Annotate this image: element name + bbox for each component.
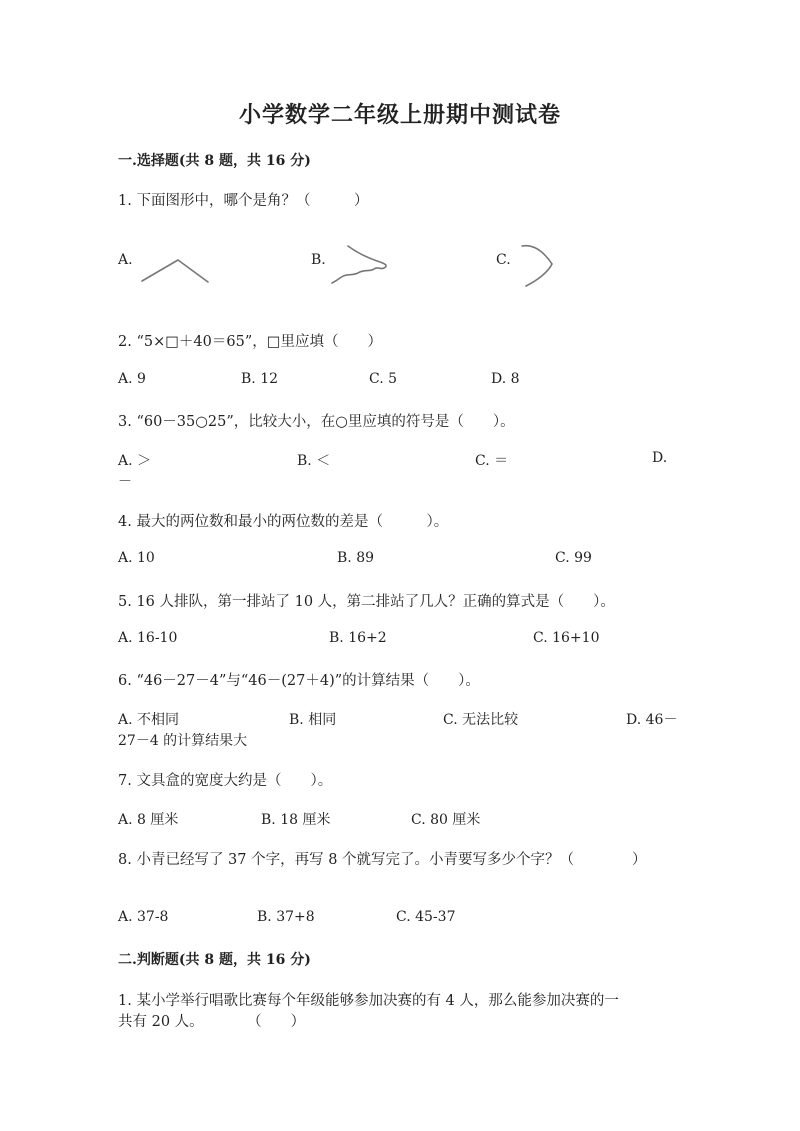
option-b[interactable]: B. ＜ xyxy=(297,453,331,469)
option-b[interactable]: B. 16+2 xyxy=(329,630,387,646)
question-4: 4. 最大的两位数和最小的两位数的差是（ ）。 xyxy=(118,514,449,530)
angle-figure-a xyxy=(138,255,218,287)
section-heading-judge: 二.判断题(共 8 题，共 16 分) xyxy=(118,952,311,968)
option-a[interactable]: A. 10 xyxy=(118,550,155,566)
option-c[interactable]: C. 无法比较 xyxy=(443,712,519,728)
question-1: 1. 下面图形中，哪个是角？（ ） xyxy=(118,193,369,209)
question-8: 8. 小青已经写了 37 个字，再写 8 个就写完了。小青要写多少个字？（ ） xyxy=(118,852,647,868)
option-d[interactable]: D. 8 xyxy=(491,371,520,387)
option-a[interactable]: A. 不相同 xyxy=(118,712,180,728)
option-b[interactable]: B. 18 厘米 xyxy=(261,812,331,828)
option-label[interactable]: A. xyxy=(118,252,133,268)
option-b[interactable]: B. 89 xyxy=(337,550,375,566)
curve-figure-c xyxy=(512,240,562,292)
question-6: 6. “46－27－4”与“46－(27＋4)”的计算结果（ ）。 xyxy=(118,673,480,689)
option-d[interactable]: D. 46－ xyxy=(626,712,678,728)
question-3: 3. “60－35○25”，比较大小，在○里应填的符号是（ ）。 xyxy=(118,414,515,430)
option-a[interactable]: A. ＞ xyxy=(118,453,152,469)
question-2: 2. “5×□＋40＝65”，□里应填（ ） xyxy=(118,334,382,350)
option-a[interactable]: A. 16-10 xyxy=(118,630,178,646)
question-5: 5. 16 人排队，第一排站了 10 人，第二排站了几人？正确的算式是（ ）。 xyxy=(118,594,615,610)
option-c[interactable]: C. 99 xyxy=(555,550,592,566)
option-b[interactable]: B. 相同 xyxy=(289,712,337,728)
option-a[interactable]: A. 37-8 xyxy=(118,909,169,925)
option-d[interactable]: D. xyxy=(652,450,668,466)
option-b[interactable]: B. 12 xyxy=(241,371,279,387)
wavy-figure-b xyxy=(328,242,398,292)
option-d-continued: 27－4 的计算结果大 xyxy=(118,733,248,749)
option-c[interactable]: C. 16+10 xyxy=(533,630,600,646)
judge-question-1: 1. 某小学举行唱歌比赛每个年级能够参加决赛的有 4 人，那么能参加决赛的一 xyxy=(118,993,619,1009)
option-c[interactable]: C. 80 厘米 xyxy=(411,812,481,828)
option-b[interactable]: B. 37+8 xyxy=(257,909,315,925)
option-a[interactable]: A. 9 xyxy=(118,371,146,387)
option-label[interactable]: C. xyxy=(496,252,511,268)
option-c[interactable]: C. 45-37 xyxy=(396,909,456,925)
option-a[interactable]: A. 8 厘米 xyxy=(118,812,179,828)
option-d-continued: － xyxy=(118,474,132,490)
page-title: 小学数学二年级上册期中测试卷 xyxy=(238,102,561,128)
judge-question-1-continued: 共有 20 人。 （ ） xyxy=(118,1014,306,1030)
option-label[interactable]: B. xyxy=(311,252,326,268)
section-heading-choice: 一.选择题(共 8 题，共 16 分) xyxy=(118,153,311,169)
option-c[interactable]: C. ＝ xyxy=(475,453,509,469)
question-7: 7. 文具盒的宽度大约是（ ）。 xyxy=(118,773,333,789)
option-c[interactable]: C. 5 xyxy=(369,371,398,387)
